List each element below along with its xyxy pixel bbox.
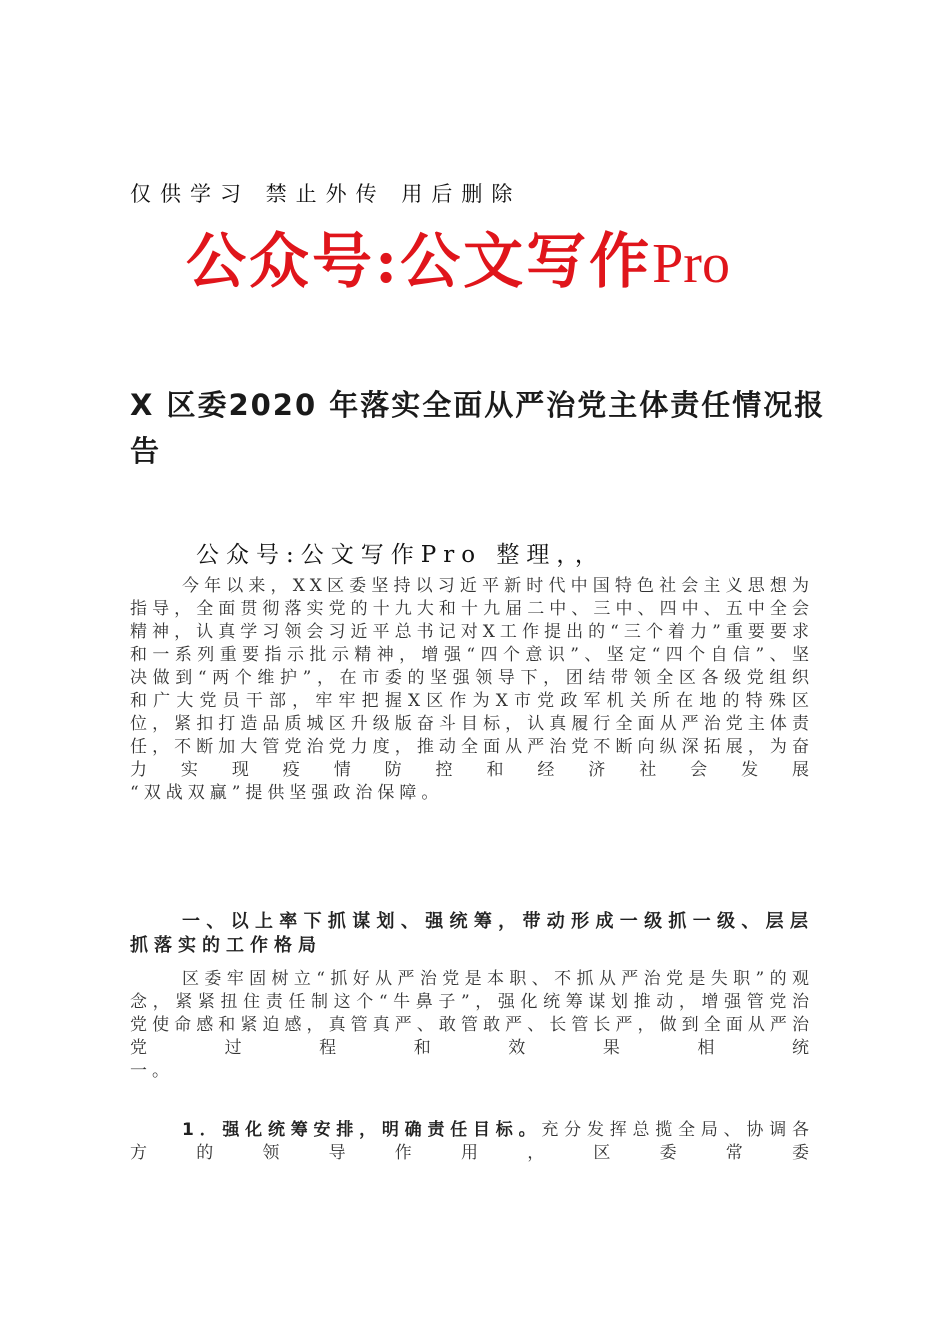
item1-lead: 1．强化统筹安排，明确责任目标。 — [182, 1120, 542, 1140]
item1-body: 充分发挥总揽全局、协调各方的领导作用，区委常委 — [130, 1120, 815, 1163]
section1-tail: 一。 — [130, 1061, 174, 1081]
document-title: X 区委2020 年落实全面从严治党主体责任情况报告 — [130, 388, 826, 468]
brand-latin: Pro — [652, 233, 730, 295]
intro-tail: “双战双赢”提供坚强政治保障。 — [130, 783, 444, 803]
intro-body: 今年以来，XX区委坚持以习近平新时代中国特色社会主义思想为指导，全面贯彻落实党的十九大和十九届二中、三中、四中、五中全会精神，认真学习领会习近平总书记对X工作提出的“三个着力”重要要求和一系列重要指示批示精神，增强“四个意识”、坚定“四个自信”、坚决做到“两个维护”，在市委的坚强领导下，团结带领全区各级党组织和广大党员干部，牢牢把握X区作为X市党政军机关所在地的特殊区位，紧扣打造品质城区升级版奋斗目标，认真履行全面从严治党主体责任，不断加大管党治党力度，推动全面从严治党不断向纵深拓展，为奋力实现疫情防控和经济社会发展 — [130, 576, 814, 780]
intro-paragraph — [130, 575, 814, 805]
source-line: 公众号:公文写作Pro 整理，， — [196, 542, 605, 568]
section-heading-1: 一、以上率下抓谋划、强统筹，带动形成一级抓一级、层层抓落实的工作格局 — [130, 911, 814, 956]
usage-notice: 仅供学习 禁止外传 用后删除 — [130, 182, 522, 206]
section1-paragraph — [130, 968, 814, 1083]
brand-banner — [186, 222, 866, 304]
item1-paragraph — [130, 1119, 814, 1165]
section1-body: 区委牢固树立“抓好从严治党是本职、不抓从严治党是失职”的观念，紧紧扭住责任制这个“牛鼻子”，强化统筹谋划推动，增强管党治党使命感和紧迫感，真管真严、敢管敢严、长管长严，做到全面从严治党过程和效果相统 — [130, 969, 814, 1058]
brand-chinese: 公众号:公文写作 — [186, 227, 653, 297]
